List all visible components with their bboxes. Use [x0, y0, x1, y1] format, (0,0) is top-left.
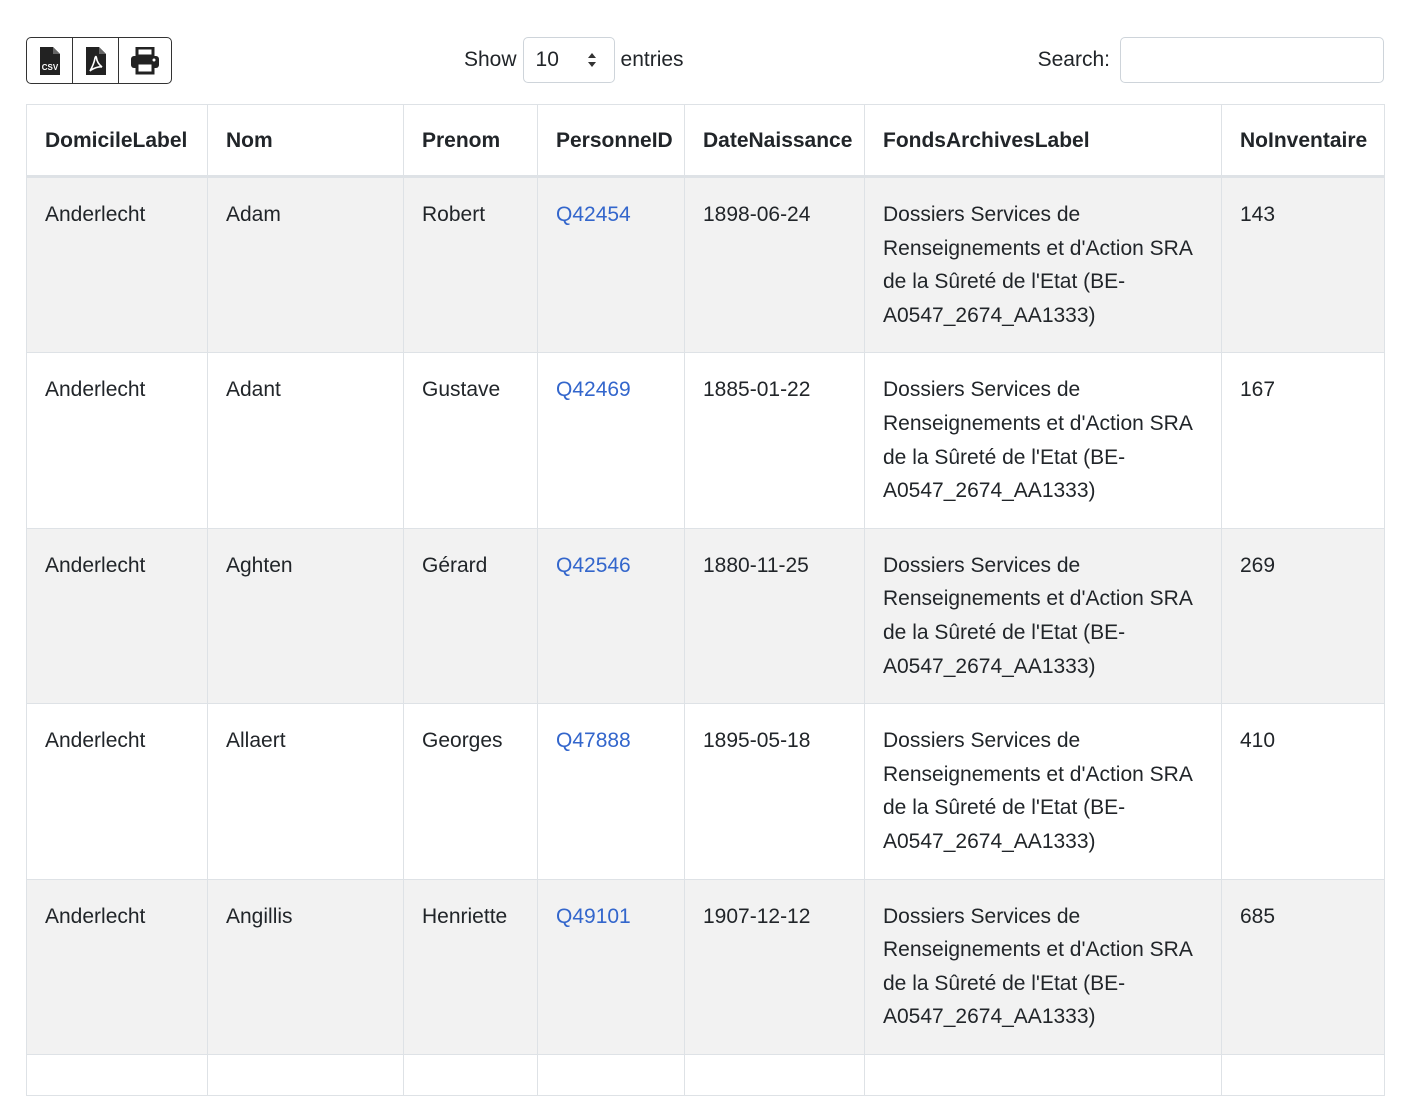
cell-fonds-archives	[865, 1054, 1222, 1095]
personne-id-link[interactable]	[538, 1054, 685, 1095]
cell-fonds-archives: Dossiers Services de Renseignements et d'Action SRA de la Sûreté de l'Etat (BE-A0547_2674_AA1333)	[865, 353, 1222, 528]
search-control	[1038, 37, 1384, 83]
table-row	[27, 704, 1385, 879]
column-header-nom[interactable]: Nom	[208, 105, 404, 177]
column-header-domicile[interactable]: DomicileLabel	[27, 105, 208, 177]
csv-file-icon	[39, 46, 61, 76]
cell-no-inventaire	[1222, 1054, 1385, 1095]
table-row	[27, 528, 1385, 703]
cell-nom	[208, 1054, 404, 1095]
cell-date-naissance: 1907-12-12	[685, 879, 865, 1054]
print-button[interactable]	[119, 38, 171, 83]
cell-domicile: Anderlecht	[27, 177, 208, 353]
column-header-fonds-archives[interactable]: FondsArchivesLabel	[865, 105, 1222, 177]
column-header-prenom[interactable]: Prenom	[404, 105, 538, 177]
personne-id-link[interactable]: Q42454	[538, 177, 685, 353]
cell-no-inventaire: 410	[1222, 704, 1385, 879]
pdf-export-button[interactable]	[73, 38, 119, 83]
cell-date-naissance	[685, 1054, 865, 1095]
page-length-control	[464, 37, 684, 83]
header-row	[27, 105, 1385, 177]
cell-fonds-archives: Dossiers Services de Renseignements et d'Action SRA de la Sûreté de l'Etat (BE-A0547_2674_AA1333)	[865, 177, 1222, 353]
cell-fonds-archives: Dossiers Services de Renseignements et d'Action SRA de la Sûreté de l'Etat (BE-A0547_2674_AA1333)	[865, 528, 1222, 703]
personne-id-link[interactable]: Q42469	[538, 353, 685, 528]
cell-prenom: Gustave	[404, 353, 538, 528]
column-header-no-inventaire[interactable]: NoInventaire	[1222, 105, 1385, 177]
table-row-partial	[27, 1054, 1385, 1095]
cell-prenom: Georges	[404, 704, 538, 879]
select-arrows-icon	[587, 52, 597, 68]
cell-nom: Allaert	[208, 704, 404, 879]
search-input[interactable]	[1120, 37, 1384, 83]
data-table	[26, 104, 1385, 1096]
table-row	[27, 177, 1385, 353]
table-row	[27, 353, 1385, 528]
cell-no-inventaire: 167	[1222, 353, 1385, 528]
csv-export-button[interactable]	[27, 38, 73, 83]
cell-nom: Adam	[208, 177, 404, 353]
cell-prenom: Henriette	[404, 879, 538, 1054]
search-label: Search:	[1037, 48, 1110, 71]
column-header-personne-id[interactable]: PersonneID	[538, 105, 685, 177]
cell-fonds-archives: Dossiers Services de Renseignements et d'Action SRA de la Sûreté de l'Etat (BE-A0547_2674_AA1333)	[865, 704, 1222, 879]
cell-no-inventaire: 685	[1222, 879, 1385, 1054]
cell-prenom	[404, 1054, 538, 1095]
cell-fonds-archives: Dossiers Services de Renseignements et d'Action SRA de la Sûreté de l'Etat (BE-A0547_2674_AA1333)	[865, 879, 1222, 1054]
table-row	[27, 879, 1385, 1054]
personne-id-link[interactable]: Q42546	[538, 528, 685, 703]
cell-no-inventaire: 143	[1222, 177, 1385, 353]
cell-date-naissance: 1880-11-25	[685, 528, 865, 703]
cell-domicile: Anderlecht	[27, 353, 208, 528]
cell-nom: Adant	[208, 353, 404, 528]
cell-domicile: Anderlecht	[27, 704, 208, 879]
csv-icon-label: CSV	[41, 62, 58, 72]
cell-prenom: Gérard	[404, 528, 538, 703]
export-button-group	[26, 37, 172, 84]
personne-id-link[interactable]: Q49101	[538, 879, 685, 1054]
cell-nom: Aghten	[208, 528, 404, 703]
printer-icon	[130, 47, 160, 75]
cell-domicile: Anderlecht	[27, 528, 208, 703]
cell-date-naissance: 1898-06-24	[685, 177, 865, 353]
page-length-select[interactable]	[523, 37, 615, 83]
cell-date-naissance: 1885-01-22	[685, 353, 865, 528]
pdf-file-icon	[85, 46, 107, 76]
cell-nom: Angillis	[208, 879, 404, 1054]
cell-no-inventaire: 269	[1222, 528, 1385, 703]
column-header-date-naissance[interactable]: DateNaissance	[685, 105, 865, 177]
entries-label: entries	[620, 48, 684, 71]
show-label: Show	[464, 48, 517, 71]
cell-prenom: Robert	[404, 177, 538, 353]
cell-date-naissance: 1895-05-18	[685, 704, 865, 879]
cell-domicile: Anderlecht	[27, 879, 208, 1054]
page-length-value: 10	[535, 48, 559, 71]
personne-id-link[interactable]: Q47888	[538, 704, 685, 879]
cell-domicile	[27, 1054, 208, 1095]
